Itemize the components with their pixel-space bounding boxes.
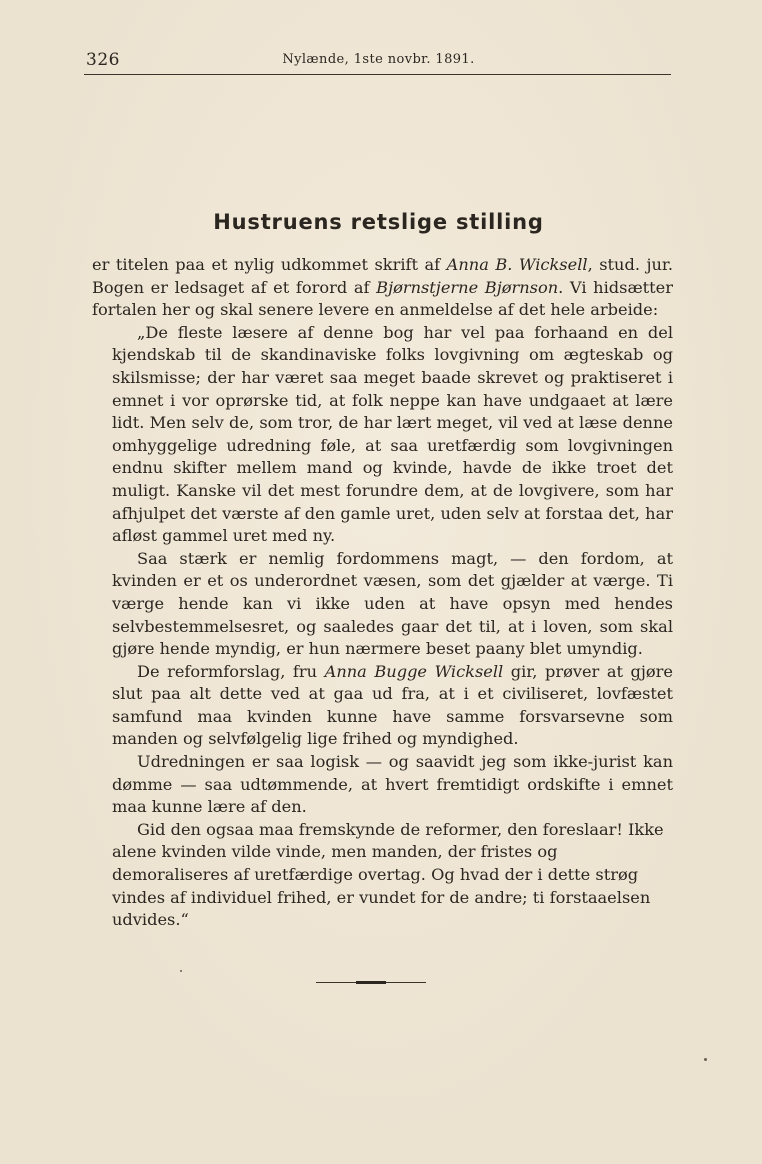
intro-text-1: er titelen paa et nylig udkommet skrift af [92, 255, 447, 274]
page-header [86, 50, 671, 74]
end-divider-mark [356, 981, 386, 984]
foreword-author: Bjørnstjerne Bjørnson [376, 277, 559, 297]
author-name: Anna B. Wicksell [446, 255, 588, 274]
quote-paragraph-1: „De fleste læsere af denne bog har vel paa forhaand en del kjendskab til de skandinaviske folks lovgivning om ægteskab og skilsmisse; der har været saa meget baade skrevet og praktiseret i emnet i vor oprørske tid, at folk neppe kan have undgaaet at lære lidt. Men selv de, som tror, de har lært meget, vil ved at læse denne omhyggelige udredning føle, at saa uretfærdig som lovgivningen endnu skifter mellem mand og kvinde, havde de ikke troet det muligt. Kanske vil det mest forundre dem, at de lovgivere, som har afhjulpet det værste af den gamle uret, uden selv at forstaa det, har afløst gammel uret med ny. [112, 322, 673, 546]
paper-speck [180, 970, 182, 972]
page-number: 326 [86, 50, 120, 70]
p3-text-1: De reformforslag, fru [137, 661, 325, 681]
running-head: Nylænde, 1ste novbr. 1891. [282, 52, 475, 67]
header-rule [84, 74, 671, 75]
p3-name: Anna Bugge Wicksell [324, 661, 504, 681]
quote-paragraph-3 [112, 661, 673, 751]
article-title: Hustruens retslige stilling [213, 210, 544, 234]
intro-text-2: , stud. jur. Bogen er ledsaget af et forord af [92, 255, 674, 297]
intro-paragraph [92, 254, 673, 322]
article-body [92, 254, 674, 932]
quote-paragraph-5: Gid den ogsaa maa fremskynde de reformer, den foreslaar! Ikke alene kvinden vilde vinde, men manden, der fristes og demoraliseres af uretfærdige overtag. Og hvad der i dette strøg vindes af individuel frihed, er vundet for de andre; ti forstaaelsen udvides.“ [112, 819, 664, 930]
paper-speck [704, 1058, 707, 1061]
quote-paragraph-4: Udredningen er saa logisk — og saavidt jeg som ikke-jurist kan dømme — saa udtømmende, at hvert fremtidigt ordskifte i emnet maa kunne lære af den. [112, 752, 673, 817]
quote-paragraph-2: Saa stærk er nemlig fordommens magt, — den fordom, at kvinden er et os underordnet væsen, som det gjælder at værge. Ti værge hende kan vi ikke uden at have opsyn med hendes selvbestemmelsesret, og saaledes gaar det til, at i loven, som skal gjøre hende myndig, er hun nærmere beset paany blet umyndig. [112, 548, 673, 659]
p3-text-2: gir, prøver at gjøre slut paa alt dette ved at gaa ud fra, at i et civiliseret, lovfæstet samfund maa kvinden kunne have samme forsvarsevne som manden og selvfølgelig lige frihed og myndighed. [112, 661, 673, 749]
intro-text-3: . Vi hidsætter fortalen her og skal senere levere en anmeldelse af det hele arbeide: [92, 277, 673, 320]
